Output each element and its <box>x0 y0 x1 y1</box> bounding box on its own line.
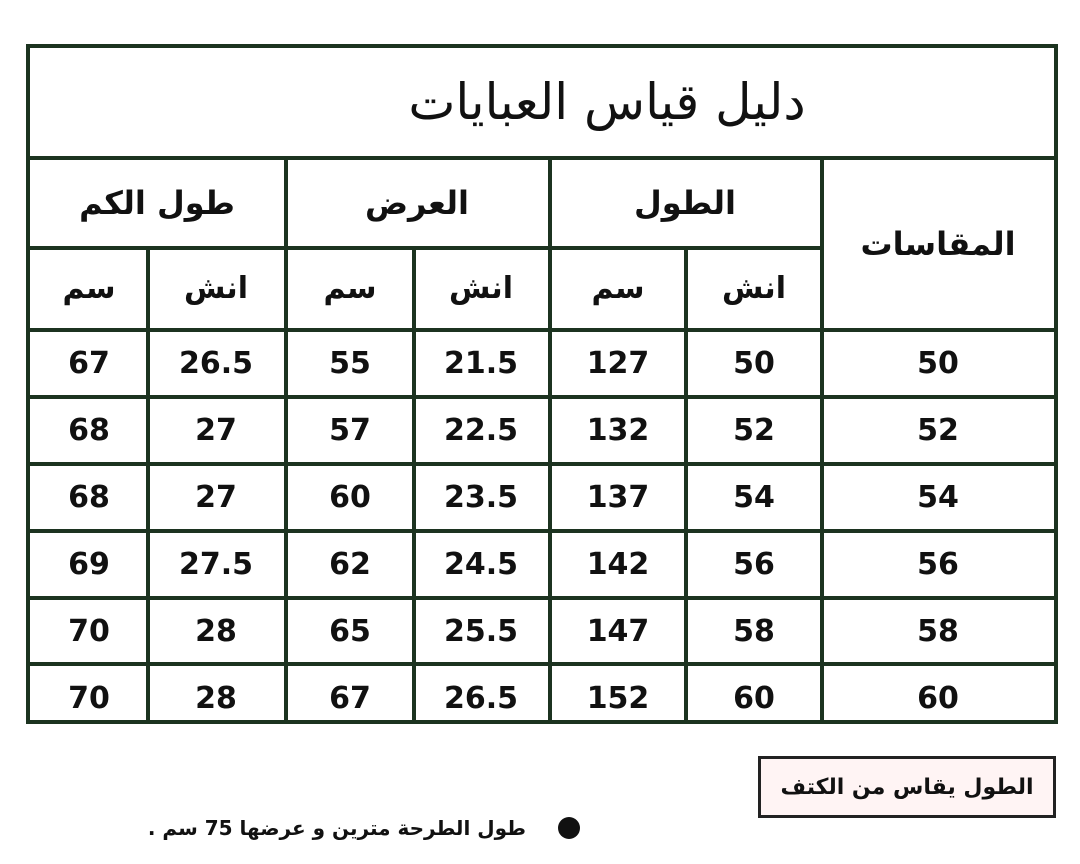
cell-sleeve-inch: 27 <box>195 480 237 515</box>
cell-sleeve-cm: 70 <box>68 681 110 716</box>
header-length: الطول <box>634 184 736 222</box>
cell-length-inch: 58 <box>733 614 775 649</box>
cell-sleeve-inch: 28 <box>195 614 237 649</box>
grid-line <box>30 395 1054 399</box>
cell-width-inch: 25.5 <box>443 614 519 649</box>
cell-size: 56 <box>917 547 959 582</box>
page-title: دليل قياس العبايات <box>408 73 806 131</box>
cell-length-inch: 52 <box>733 413 775 448</box>
grid-line <box>820 160 824 724</box>
grid-line <box>684 248 688 724</box>
bullet-icon <box>558 817 580 839</box>
unit-width-inch: انش <box>449 270 513 306</box>
cell-width-inch: 21.5 <box>443 346 519 381</box>
cell-size: 58 <box>917 614 959 649</box>
cell-size: 60 <box>917 681 959 716</box>
grid-line <box>30 328 1054 332</box>
cell-size: 50 <box>917 346 959 381</box>
cell-width-cm: 62 <box>329 547 371 582</box>
length-note: الطول يقاس من الكتف <box>780 774 1034 800</box>
cell-length-inch: 50 <box>733 346 775 381</box>
grid-line <box>30 596 1054 600</box>
length-note-box <box>758 756 1056 818</box>
grid-line <box>30 662 1054 666</box>
cell-width-cm: 57 <box>329 413 371 448</box>
grid-line <box>30 462 1054 466</box>
header-sizes: المقاسات <box>860 225 1016 263</box>
cell-sleeve-inch: 26.5 <box>178 346 254 381</box>
cell-size: 54 <box>917 480 959 515</box>
unit-width-cm: سم <box>323 270 377 306</box>
cell-sleeve-inch: 27.5 <box>178 547 254 582</box>
cell-sleeve-cm: 69 <box>68 547 110 582</box>
cell-width-cm: 60 <box>329 480 371 515</box>
cell-width-inch: 23.5 <box>443 480 519 515</box>
cell-size: 52 <box>917 413 959 448</box>
grid-line <box>412 248 416 724</box>
cell-sleeve-cm: 67 <box>68 346 110 381</box>
cell-width-inch: 22.5 <box>443 413 519 448</box>
unit-length-inch: انش <box>722 270 786 306</box>
grid-line <box>30 246 820 250</box>
cell-width-inch: 26.5 <box>443 681 519 716</box>
cell-length-cm: 132 <box>586 413 650 448</box>
size-guide-table <box>26 44 1058 724</box>
header-sleeve-length: طول الكم <box>79 184 235 222</box>
cell-sleeve-inch: 28 <box>195 681 237 716</box>
cell-length-cm: 152 <box>586 681 650 716</box>
cell-length-cm: 142 <box>586 547 650 582</box>
header-width: العرض <box>365 184 469 222</box>
cell-width-cm: 55 <box>329 346 371 381</box>
cell-sleeve-cm: 68 <box>68 413 110 448</box>
cell-width-cm: 67 <box>329 681 371 716</box>
cell-length-inch: 60 <box>733 681 775 716</box>
cell-length-cm: 137 <box>586 480 650 515</box>
cell-length-cm: 127 <box>586 346 650 381</box>
cell-sleeve-cm: 70 <box>68 614 110 649</box>
unit-sleeve-cm: سم <box>62 270 116 306</box>
unit-length-cm: سم <box>591 270 645 306</box>
cell-width-cm: 65 <box>329 614 371 649</box>
cell-length-cm: 147 <box>586 614 650 649</box>
shawl-note-line <box>120 808 580 848</box>
grid-line <box>548 160 552 724</box>
cell-sleeve-inch: 27 <box>195 413 237 448</box>
unit-sleeve-inch: انش <box>184 270 248 306</box>
cell-width-inch: 24.5 <box>443 547 519 582</box>
grid-line <box>30 529 1054 533</box>
shawl-note: طول الطرحة مترين و عرضها 75 سم . <box>147 816 526 840</box>
grid-line <box>284 160 288 724</box>
cell-length-inch: 56 <box>733 547 775 582</box>
grid-line <box>146 248 150 724</box>
cell-sleeve-cm: 68 <box>68 480 110 515</box>
title-row <box>30 48 1054 160</box>
cell-length-inch: 54 <box>733 480 775 515</box>
